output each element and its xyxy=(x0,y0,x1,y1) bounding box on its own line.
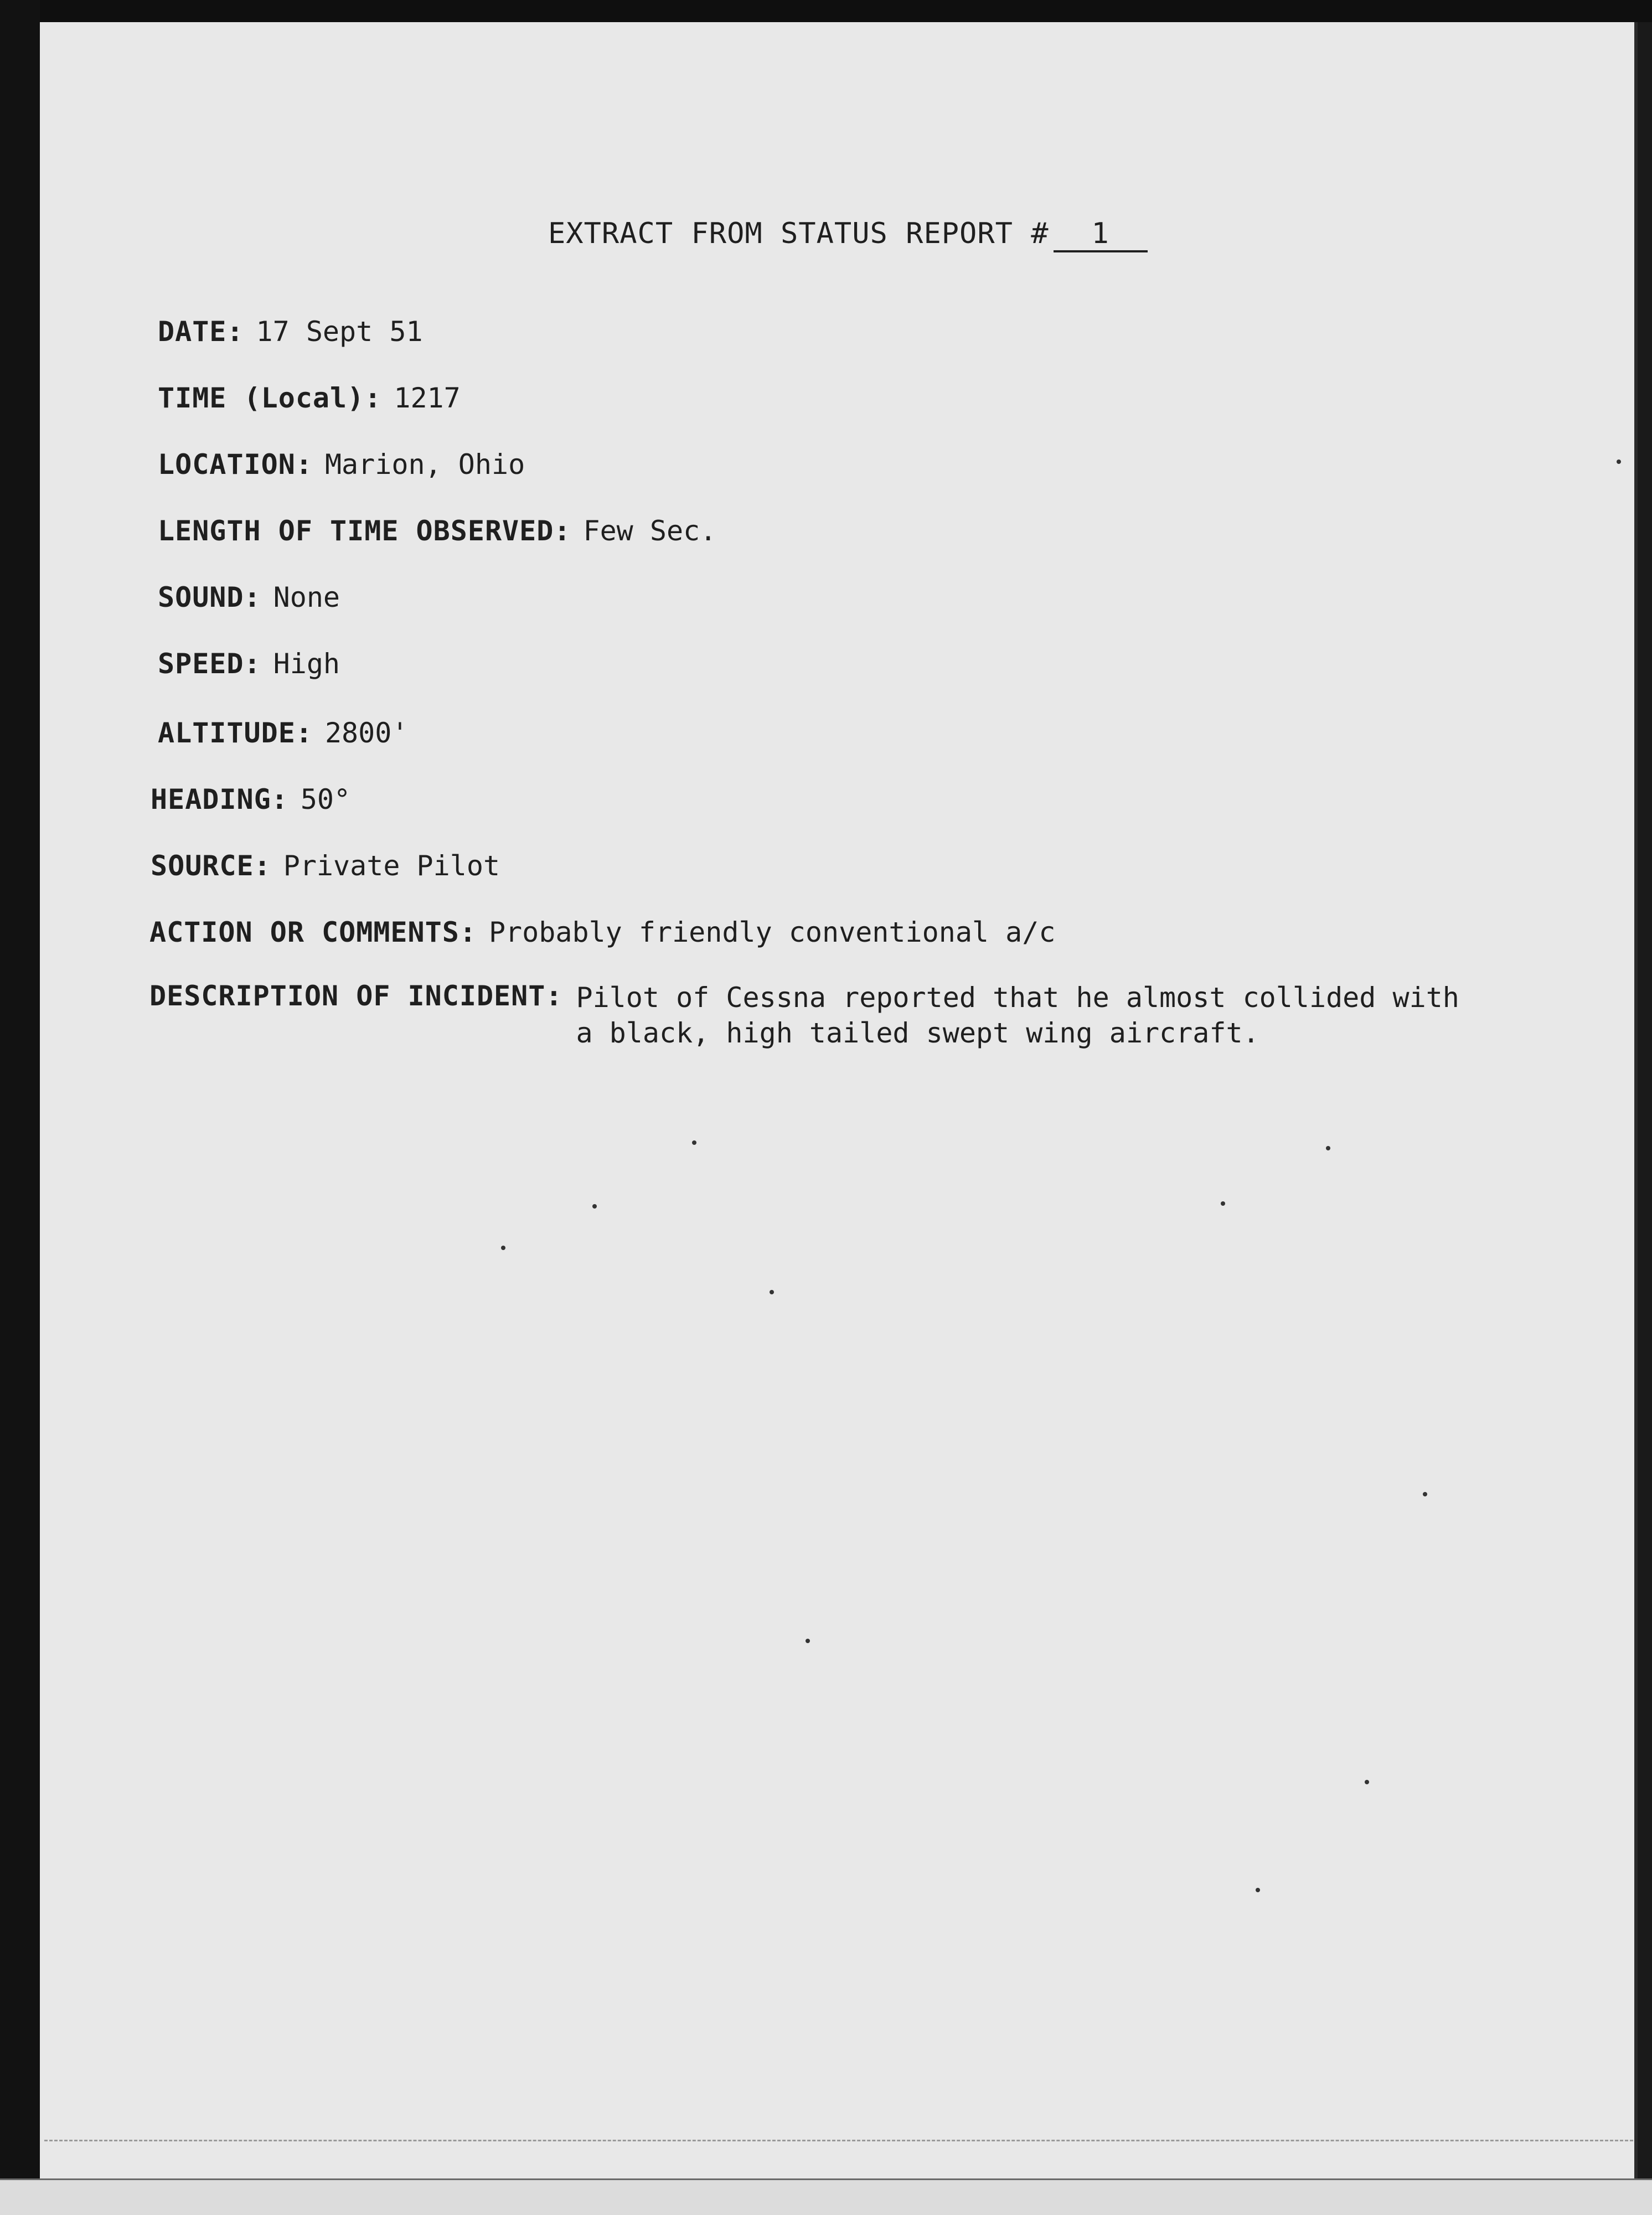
scan-speck xyxy=(1423,1492,1427,1496)
scan-bottom-strip xyxy=(0,2178,1652,2215)
scan-speck xyxy=(1221,1201,1225,1206)
scan-speck xyxy=(1365,1780,1369,1784)
scan-speck xyxy=(770,1290,774,1294)
field-source-value: Private Pilot xyxy=(283,850,500,882)
field-location xyxy=(158,448,525,481)
field-description xyxy=(149,980,1473,1051)
field-sound-value: None xyxy=(273,581,340,613)
field-altitude-value: 2800' xyxy=(324,717,409,749)
field-length-observed-label: LENGTH OF TIME OBSERVED: xyxy=(158,515,571,547)
field-sound xyxy=(158,581,340,613)
field-action-comments xyxy=(149,916,1055,948)
field-time xyxy=(158,382,461,414)
scan-speck xyxy=(1326,1146,1330,1150)
scan-speck xyxy=(1256,1888,1260,1892)
report-title-text: EXTRACT FROM STATUS REPORT # xyxy=(548,217,1049,250)
field-date xyxy=(158,316,423,348)
field-location-value: Marion, Ohio xyxy=(324,448,525,481)
scan-speck xyxy=(692,1140,696,1145)
field-heading-label: HEADING: xyxy=(151,783,288,815)
field-description-value: Pilot of Cessna reported that he almost collided with a black, high tailed swept wing aircraft. xyxy=(576,982,1459,1049)
report-number: 1 xyxy=(1054,217,1148,252)
field-altitude-label: ALTITUDE: xyxy=(158,717,313,749)
scan-left-edge xyxy=(0,0,40,2213)
page-bottom-rule xyxy=(44,2140,1633,2141)
field-sound-label: SOUND: xyxy=(158,581,261,613)
field-speed xyxy=(158,648,340,680)
field-speed-label: SPEED: xyxy=(158,648,261,680)
field-action-comments-value: Probably friendly conventional a/c xyxy=(488,916,1056,948)
field-heading-value: 50° xyxy=(300,783,351,815)
field-date-value: 17 Sept 51 xyxy=(256,316,423,348)
scan-speck xyxy=(592,1204,597,1209)
scan-speck xyxy=(806,1639,810,1643)
field-action-comments-label: ACTION OR COMMENTS: xyxy=(149,916,477,948)
field-time-value: 1217 xyxy=(394,382,461,414)
scan-top-edge xyxy=(0,0,1652,22)
field-heading xyxy=(151,783,350,815)
field-location-label: LOCATION: xyxy=(158,448,313,481)
scan-speck xyxy=(501,1246,505,1250)
field-altitude xyxy=(158,717,408,749)
field-source-label: SOURCE: xyxy=(151,850,271,882)
field-time-label: TIME (Local): xyxy=(158,382,382,414)
field-date-label: DATE: xyxy=(158,316,244,348)
field-source xyxy=(151,850,500,882)
report-title xyxy=(548,217,1148,252)
field-speed-value: High xyxy=(273,648,340,680)
scan-speck xyxy=(1617,459,1621,464)
field-description-label: DESCRIPTION OF INCIDENT: xyxy=(149,980,563,1012)
field-length-observed xyxy=(158,515,716,547)
field-length-observed-value: Few Sec. xyxy=(583,515,717,547)
